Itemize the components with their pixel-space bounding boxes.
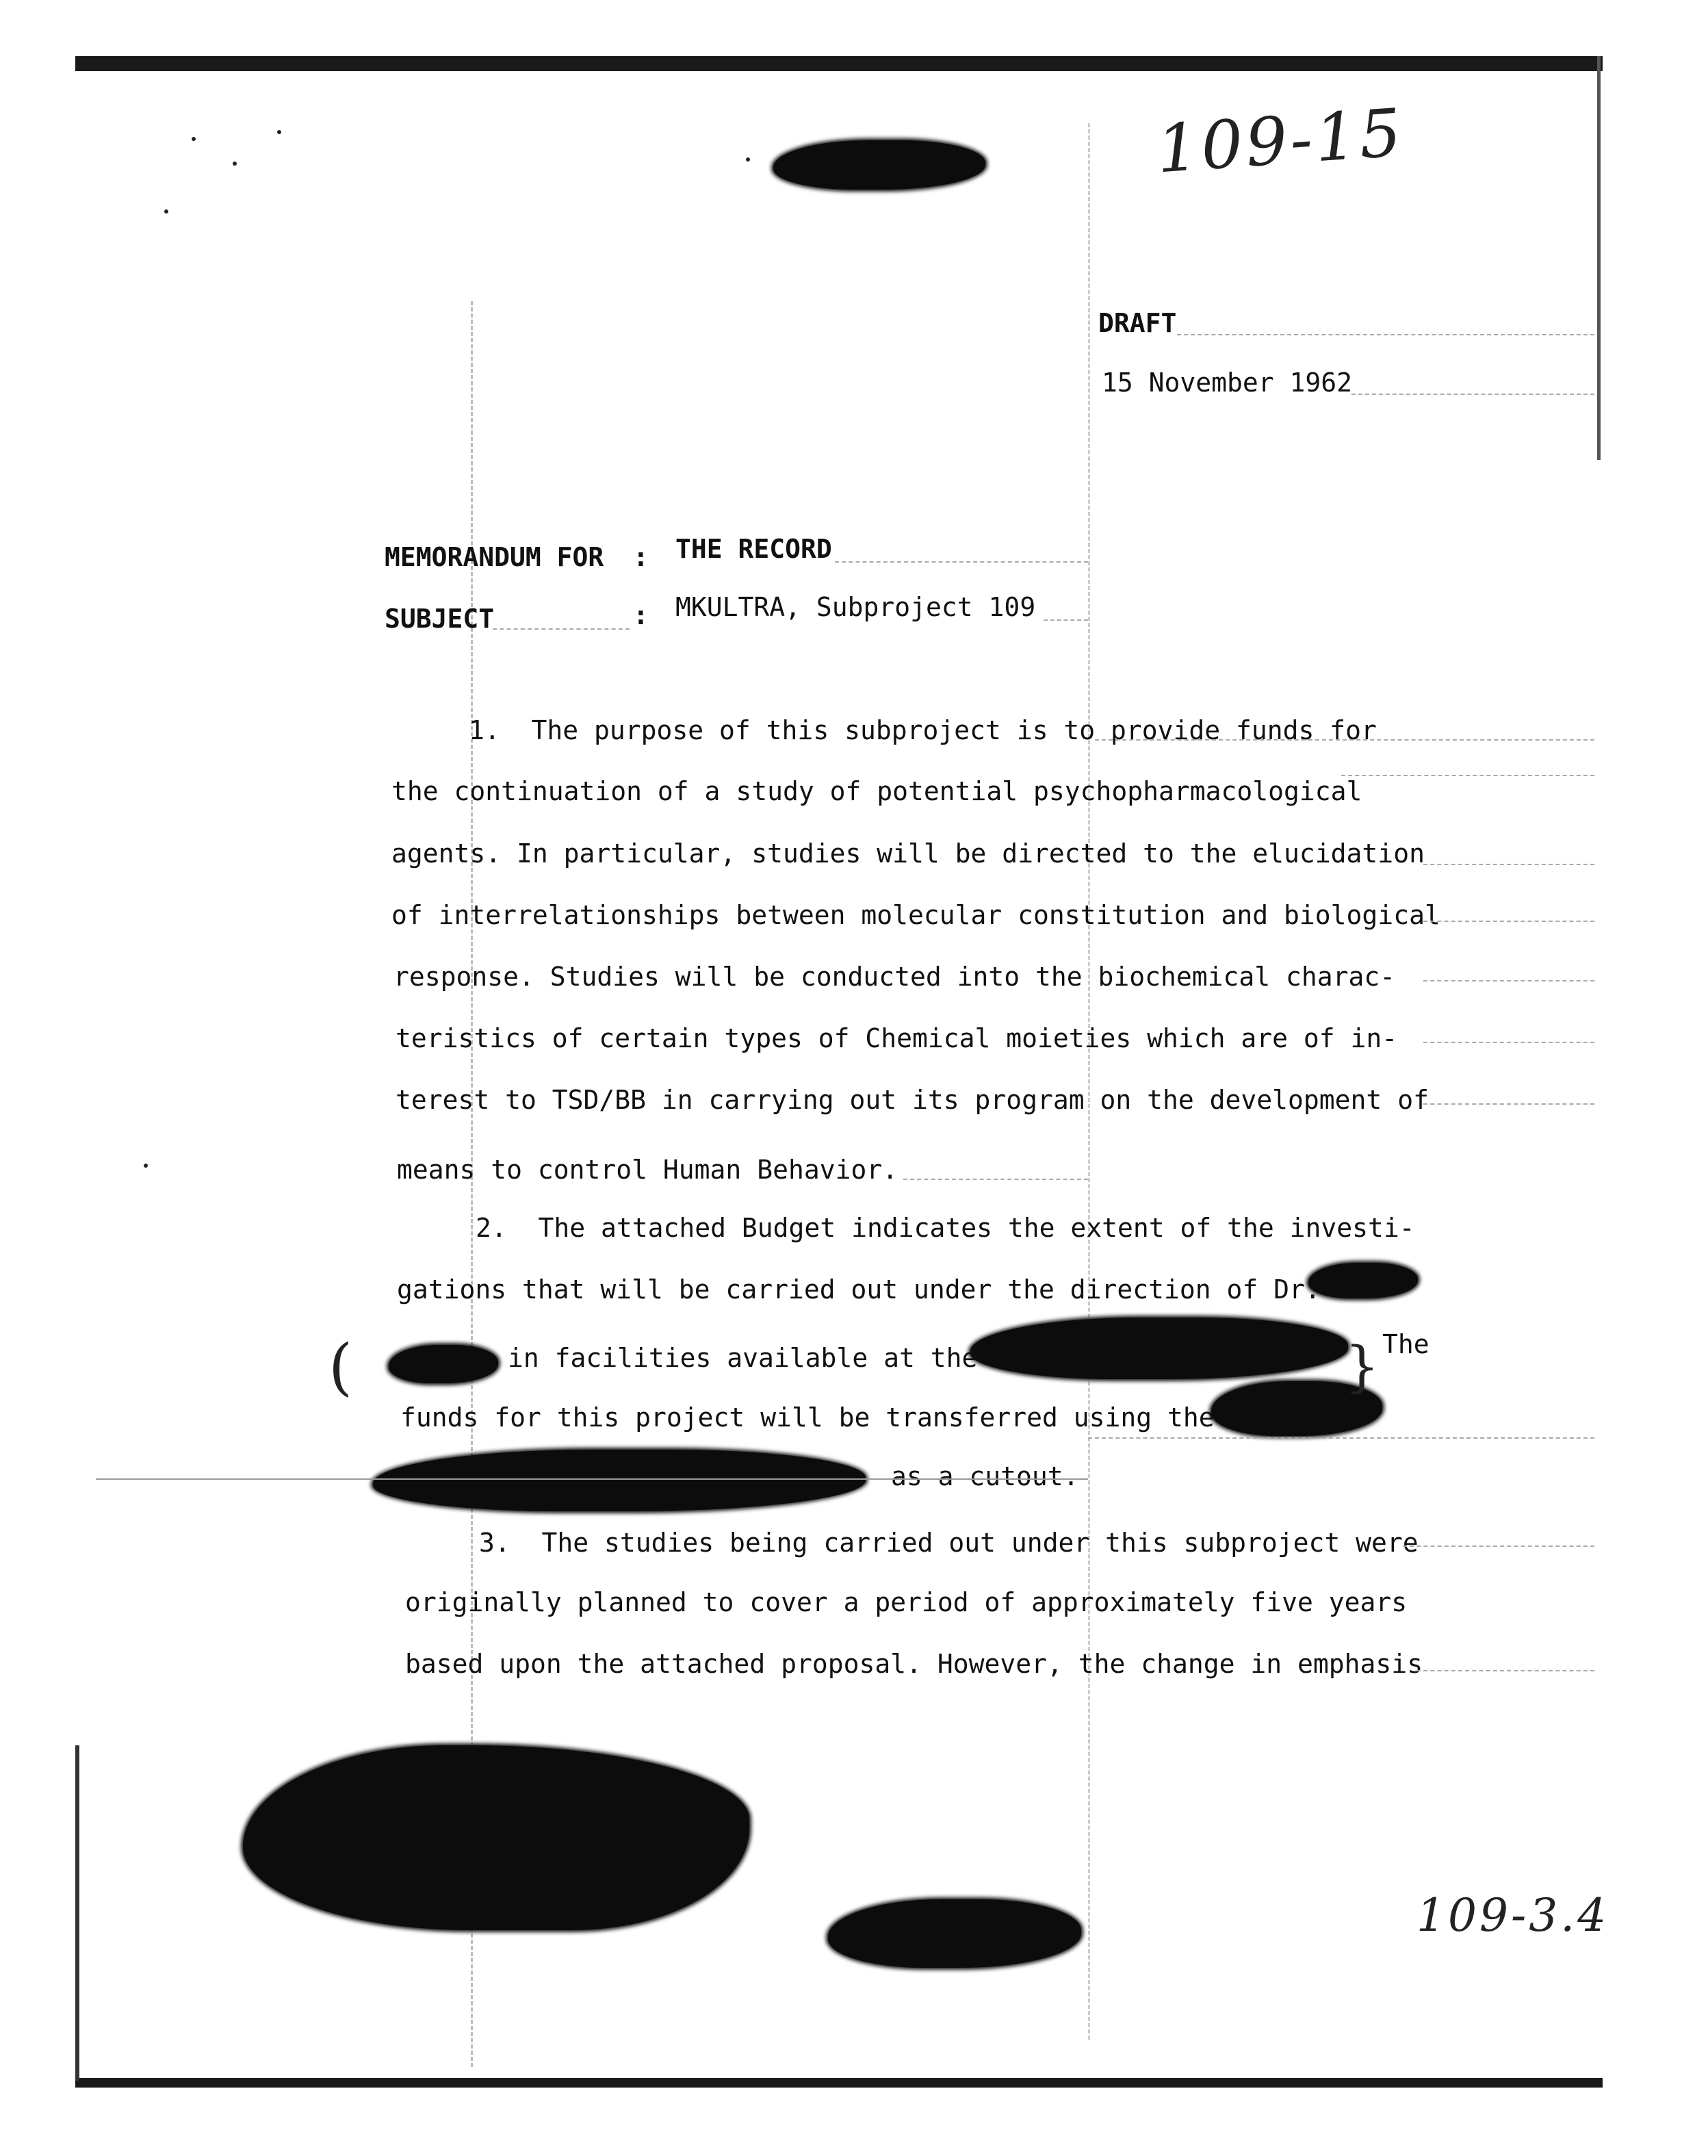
fold-line-2 [1088, 123, 1090, 2040]
memorandum-for-label: MEMORANDUM FOR [385, 542, 604, 572]
paragraph-1-line-8: means to control Human Behavior. [397, 1155, 898, 1185]
paragraph-2-line-4: funds for this project will be transferred using the [400, 1402, 1215, 1433]
form-rule [1423, 980, 1594, 981]
subject-value: MKULTRA, Subproject 109 [675, 592, 1036, 622]
form-rule [96, 1478, 1088, 1480]
memorandum-for-value: THE RECORD [675, 534, 832, 564]
redaction-cutout-name [373, 1450, 866, 1511]
redaction-name-1 [1308, 1263, 1418, 1298]
paragraph-1-line-7: terest to TSD/BB in carrying out its program on the development of [396, 1085, 1429, 1115]
scan-speck [746, 157, 750, 162]
handwritten-document-number: 109-15 [1154, 94, 1407, 188]
handwritten-close-bracket-mark: } [1345, 1335, 1380, 1398]
redaction-stamp-bottom-left [243, 1745, 749, 1930]
form-rule [1341, 775, 1594, 776]
paragraph-2-line-3a: in facilities available at the [508, 1343, 978, 1373]
form-rule [1423, 921, 1594, 922]
redaction-stamp-bottom-center [828, 1899, 1081, 1968]
redaction-classification-top [773, 140, 985, 190]
memo-date: 15 November 1962 [1102, 368, 1353, 398]
form-rule [1416, 1670, 1594, 1671]
redaction-institution [970, 1318, 1348, 1379]
paragraph-2-line-5: as a cutout. [891, 1461, 1079, 1491]
handwritten-open-paren-mark: ( [328, 1331, 353, 1403]
form-rule [1088, 1437, 1594, 1439]
scan-border-right [1597, 56, 1601, 460]
redaction-name-2 [389, 1345, 498, 1383]
paragraph-3-line-1: 3. The studies being carried out under this subproject were [479, 1528, 1419, 1558]
paragraph-2-line-1: 2. The attached Budget indicates the extent of the investi- [476, 1213, 1415, 1243]
paragraph-3-line-3: based upon the attached proposal. However, the change in emphasis [405, 1649, 1423, 1679]
paragraph-1-line-2: the continuation of a study of potential psychopharmacological [391, 776, 1362, 806]
scan-speck [192, 137, 196, 141]
handwritten-page-number: 109-3.4 [1416, 1889, 1609, 1942]
form-rule [1351, 394, 1594, 395]
scan-speck [233, 162, 237, 166]
scan-border-top [75, 56, 1603, 71]
scan-border-left [75, 1745, 79, 2081]
form-rule [1423, 1103, 1594, 1105]
scan-speck [277, 130, 281, 134]
form-rule [493, 628, 630, 630]
form-rule [1423, 864, 1594, 865]
form-rule [835, 561, 1088, 563]
form-rule [903, 1179, 1088, 1180]
memo-separator: : [633, 542, 649, 572]
scan-speck [144, 1164, 148, 1168]
subject-label: SUBJECT [385, 604, 495, 634]
draft-label: DRAFT [1098, 308, 1177, 338]
scan-border-bottom [75, 2078, 1603, 2088]
paragraph-2-line-2: gations that will be carried out under the direction of Dr. [397, 1274, 1321, 1305]
form-rule [1403, 1545, 1594, 1547]
scan-speck [164, 209, 168, 214]
paragraph-1-line-1: 1. The purpose of this subproject is to provide funds for [469, 715, 1377, 745]
form-rule [1423, 1042, 1594, 1043]
paragraph-1-line-5: response. Studies will be conducted into the biochemical charac- [393, 962, 1396, 992]
form-rule [1095, 739, 1594, 741]
paragraph-1-line-3: agents. In particular, studies will be directed to the elucidation [391, 838, 1425, 869]
paragraph-1-line-6: teristics of certain types of Chemical moieties which are of in- [396, 1023, 1398, 1053]
form-rule [1177, 334, 1594, 335]
paragraph-1-line-4: of interrelationships between molecular constitution and biological [391, 900, 1440, 930]
form-rule [1044, 619, 1088, 621]
paragraph-3-line-2: originally planned to cover a period of approximately five years [405, 1587, 1408, 1617]
subject-separator: : [633, 600, 649, 630]
paragraph-2-line-3b: The [1382, 1329, 1429, 1359]
